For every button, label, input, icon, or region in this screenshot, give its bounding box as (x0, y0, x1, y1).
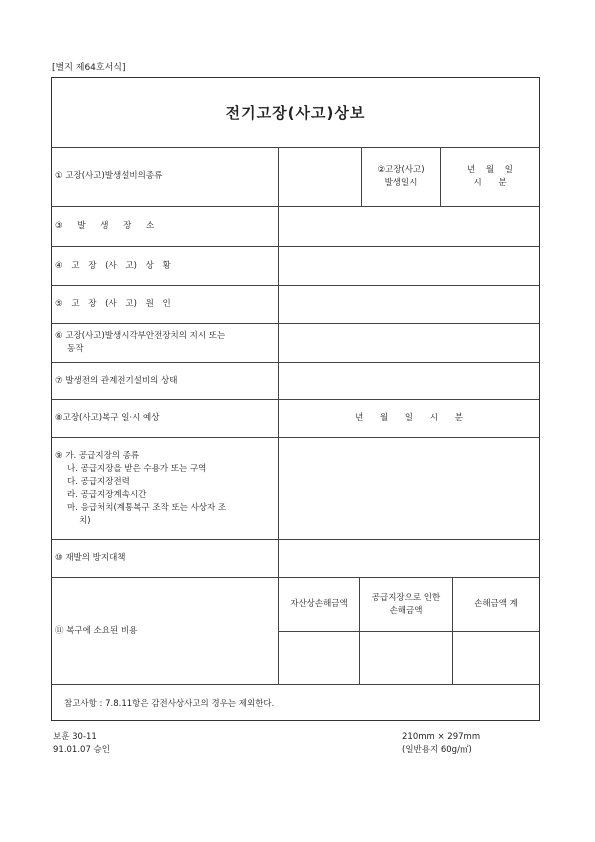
value-situation[interactable] (279, 247, 539, 285)
footer-approval (53, 731, 110, 757)
list-item: 다. 공급지장전력 (67, 477, 130, 487)
header-asset-loss: 자산상손해금액 (279, 578, 360, 632)
row-prevention (52, 540, 539, 578)
row-cause (52, 286, 539, 324)
row-situation (52, 247, 539, 286)
label-safety-device (52, 324, 279, 362)
label-occurrence-line1: ②고장(사고) (377, 164, 425, 175)
label-prior-state: ⑦ 발생전의 관계전기설비의 상태 (52, 363, 279, 399)
header-supply-loss-line1: 공급지장으로 인한 (371, 592, 441, 603)
value-occurrence-datetime[interactable] (441, 147, 539, 206)
value-prior-state[interactable] (279, 363, 539, 399)
list-item: 나. 공급지장을 받은 수용가 또는 구역 (67, 464, 207, 474)
value-location[interactable] (279, 207, 539, 246)
recovery-date-text: 년 월 일 시 분 (355, 413, 463, 423)
footer-paper-weight: (일반용지 60g/㎡) (402, 745, 472, 755)
label-safety-line1: ⑥ 고장(사고)발생시각부안전장치의 지시 또는 (55, 331, 226, 341)
row-note (52, 685, 539, 720)
header-supply-loss (360, 578, 453, 632)
footer-approval-date: 91.01.07 승인 (53, 745, 110, 755)
label-cause: ⑤ 고 장 (사 고) 원 인 (52, 286, 279, 323)
label-location: ③ 발 생 장 소 (52, 207, 279, 246)
value-cause[interactable] (279, 286, 539, 323)
footer-paper-spec (402, 731, 480, 757)
label-safety-line2: 동작 (67, 344, 84, 354)
value-recovery-cost (279, 578, 539, 684)
row-prior-state (52, 363, 539, 400)
form-title: 전기고장(사고)상보 (52, 78, 539, 148)
list-item: 마. 응급처치(계통복구 조작 또는 사상자 조 (67, 503, 227, 513)
label-recovery-estimate: ⑧고장(사고)복구 일·시 예상 (52, 400, 279, 437)
footer-paper-size: 210mm × 297mm (402, 732, 481, 742)
input-supply-loss[interactable] (360, 632, 453, 684)
form-number-tag: [별지 제64호서식] (52, 63, 126, 73)
header-total-loss: 손해금액 계 (453, 578, 539, 632)
row-location (52, 207, 539, 247)
value-equipment-type[interactable] (279, 147, 539, 206)
label-occurrence-datetime (361, 147, 441, 206)
row-supply-disruption (52, 438, 539, 540)
value-prevention[interactable] (279, 540, 539, 577)
footer-code: 보훈 30-11 (53, 732, 97, 742)
row-safety-device (52, 324, 539, 363)
list-item: 치) (79, 516, 91, 526)
label-situation: ④ 고 장 (사 고) 상 황 (52, 247, 279, 285)
label-prevention: ⑩ 재발의 방지대책 (52, 540, 279, 577)
date-line-2: 시 분 (473, 177, 507, 188)
label-supply-disruption (52, 438, 279, 539)
row-recovery-estimate (52, 400, 539, 438)
input-asset-loss[interactable] (279, 632, 360, 684)
label-equipment-type: ① 고장(사고)발생설비의종류 (52, 147, 279, 206)
date-line-1: 년 월 일 (466, 164, 514, 175)
value-supply-disruption[interactable] (279, 438, 539, 539)
note-text: 참고사항 : 7.8.11항은 감전사상사고의 경우는 제외한다. (64, 698, 275, 709)
label-occurrence-line2: 발생일시 (384, 177, 418, 188)
header-supply-loss-line2: 손해금액 (389, 605, 423, 616)
input-total-loss[interactable] (453, 632, 539, 684)
row-recovery-cost (52, 578, 539, 685)
value-recovery-estimate[interactable] (279, 400, 539, 437)
list-item: 라. 공급지장계속시간 (67, 490, 147, 500)
row-equipment-type (52, 147, 539, 207)
report-form (51, 77, 540, 721)
value-safety-device[interactable] (279, 324, 539, 362)
label-recovery-cost: ⑪ 복구에 소요된 비용 (52, 578, 279, 684)
list-item: ⑨ 가. 공급지장의 종류 (55, 451, 140, 461)
